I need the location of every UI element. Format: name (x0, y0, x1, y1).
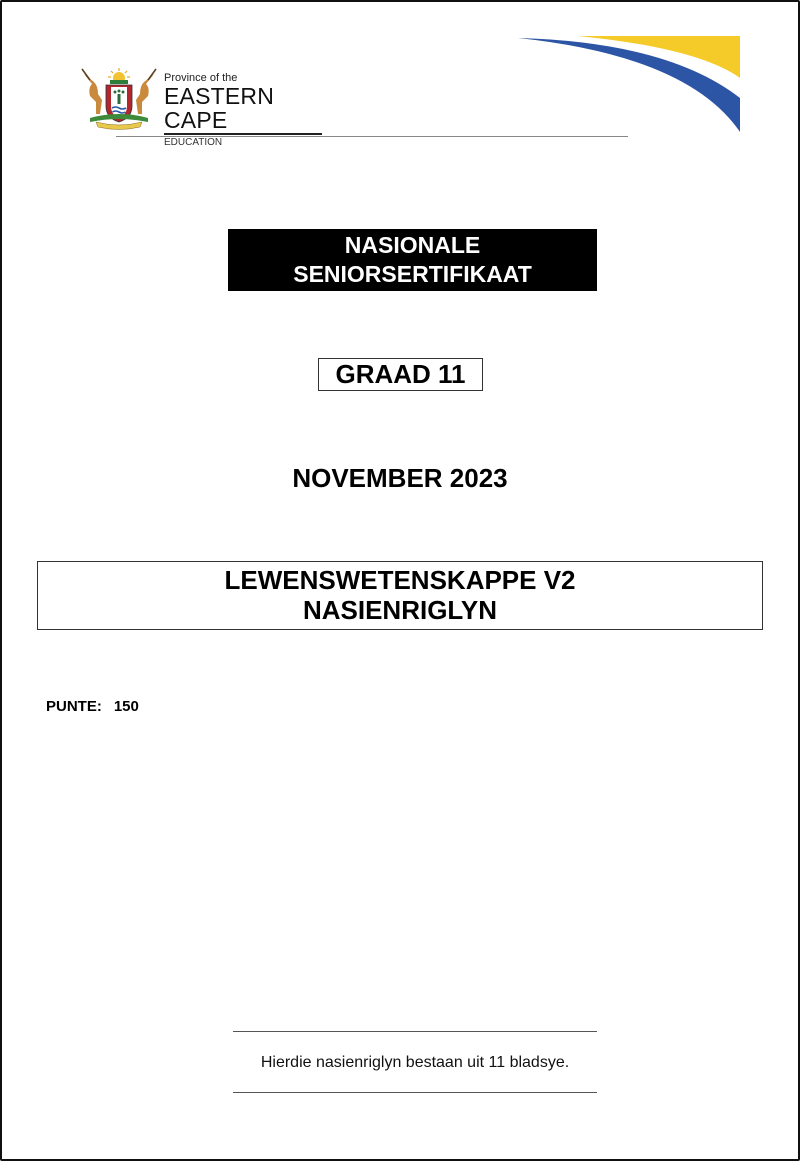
grade-label: GRAAD 11 (318, 358, 483, 391)
logo-wordmark (164, 72, 322, 149)
banner-line-1: NASIONALE (344, 232, 481, 258)
banner-line-2: SENIORSERTIFIKAAT (293, 261, 532, 287)
page-count-note: Hierdie nasienriglyn bestaan uit 11 bladsye. (260, 1054, 570, 1071)
certificate-title-banner (228, 229, 597, 291)
footer-divider-top (233, 1031, 597, 1032)
subject-name: LEWENSWETENSKAPPE V2 (224, 565, 576, 595)
logo-region-text: EASTERN CAPE (164, 84, 322, 135)
subject-title-box (37, 561, 763, 630)
swoosh-graphic-icon (518, 34, 742, 132)
total-marks (46, 698, 139, 716)
department-logo (74, 64, 334, 148)
marks-label: PUNTE: (46, 698, 102, 715)
exam-date: NOVEMBER 2023 (292, 463, 508, 493)
document-type: NASIENRIGLYN (302, 595, 498, 625)
footer-divider-bottom (233, 1092, 597, 1093)
eastern-cape-coat-of-arms-icon (76, 66, 162, 130)
logo-department-text: EDUCATION (164, 137, 223, 148)
header-divider (116, 136, 628, 137)
logo-province-text: Province of the (164, 72, 238, 84)
marks-value: 150 (113, 698, 139, 715)
